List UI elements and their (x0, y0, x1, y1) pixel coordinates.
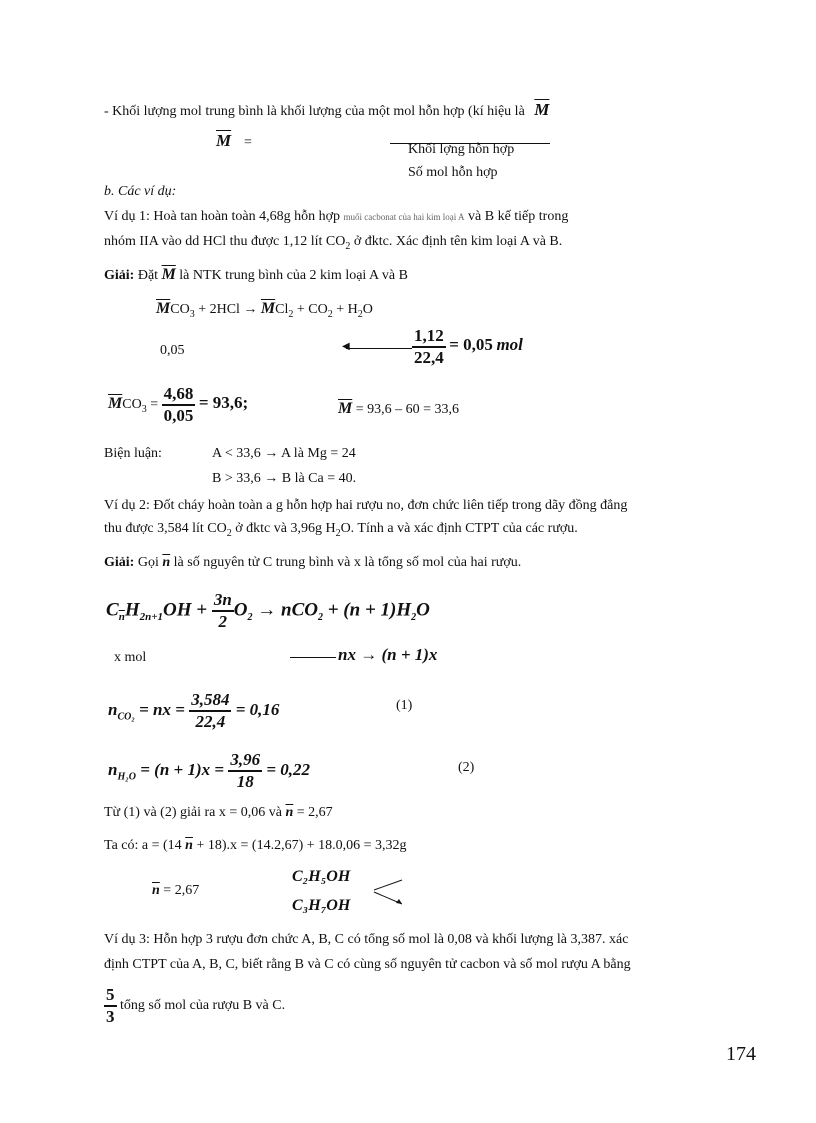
from-line: Từ (1) và (2) giải ra x = 0,06 và $\overline{n} = 2,67$ (104, 805, 333, 820)
intro-line: - Khối lượng mol trung bình là khối lượng của một mol hỗn hợp (kí hiệu là $\overline{M}$ (104, 100, 550, 119)
ex1-mco3: $\overline{M}CO_3$ = $\frac{4,68}{0,05}$ = 93,6; (108, 384, 249, 425)
eq1-tag: (1) (396, 698, 413, 713)
eq2: $n_{H_2O} = (n + 1)x$ = $\frac{3,96}{18}$ = 0,22 (108, 750, 310, 791)
bien-luan-2: B > 33,6 → B là Ca = 40. (212, 471, 357, 486)
m-bar-symbol: $\overline{M}$ (534, 100, 550, 119)
fraction-numerator: Khối lợng hỗn hợp (408, 142, 515, 157)
m-bar-symbol: $\overline{M}$ (216, 131, 232, 150)
ex1-reaction: $\overline{M}CO_3 + 2HCl \to \overline{M}Cl_2 + CO_2 + H_2O$ (156, 300, 373, 320)
ex2-line1: Ví dụ 2: Đốt cháy hoàn toàn a g hỗn hợp hai rượu no, đơn chức liên tiếp trong dãy đồng đẳng (104, 498, 628, 513)
eq1: $n_{CO_2}$ = nx = $\frac{3,584}{22,4}$ = 0,16 (108, 690, 280, 731)
arrow-left (346, 348, 412, 349)
eq2-tag: (2) (458, 760, 475, 775)
ex1-line1: Ví dụ 1: Hoà tan hoàn toàn 4,68g hỗn hợp muối cacbonat của hai kim loại A và B kế tiếp trong (104, 209, 569, 224)
ex3-line1: Ví dụ 3: Hỗn hợp 3 rượu đơn chức A, B, C có tổng số mol là 0,08 và khối lượng là 3,387. xác (104, 932, 629, 947)
mol-left: 0,05 (160, 343, 185, 358)
n-value: $\overline{n} = 2,67$ (152, 883, 200, 898)
page-number: 174 (726, 1043, 756, 1065)
arrow-line (290, 657, 336, 658)
bien-luan-1: A < 33,6 → A là Mg = 24 (212, 446, 356, 461)
ex1-solution: Giải: Đặt $\overline{M}$ là NTK trung bình của 2 kim loại A và B (104, 266, 408, 283)
ex3-line2: định CTPT của A, B, C, biết rằng B và C có cùng số nguyên tử cacbon và số mol rượu A bằng (104, 957, 631, 972)
ex1-fraction1: $\frac{1,12}{22,4}$ = 0,05 mol (414, 326, 523, 367)
ex1-line2: nhóm IIA vào dd HCl thu được 1,12 lít $CO_2$ ở đktc. Xác định tên kim loại A và B. (104, 234, 563, 252)
bien-luan-label: Biện luận: (104, 446, 162, 461)
ex2-solution: Giải: Gọi $\overline{n}$ là số nguyên tử C trung bình và x là tổng số mol của hai rượu. (104, 555, 522, 570)
ex1-m-value: $\overline{M} = 93,6 - 60 = 33,6$ (338, 400, 460, 417)
xmol-right: nx → (n + 1)x (338, 645, 438, 664)
arrow-head-icon: ◀ (342, 341, 350, 352)
branch-arrows-icon (372, 876, 406, 910)
fraction-denominator: Số mol hỗn hợp (408, 165, 498, 180)
section-heading: b. Các ví dụ: (104, 184, 177, 199)
ex2-line2: thu được 3,584 lít $CO_2$ ở đktc và 3,96g $H_2O$. Tính a và xác định CTPT của các rượu. (104, 521, 578, 539)
formula-c3: C₃H₇OH (292, 897, 351, 914)
taco-line: Ta có: a = (14 $\overline{n} + 18).x = (14.2,67) + 18.0,06 = 3,32g$ (104, 838, 407, 853)
formula-c2: C₂H₅OH (292, 868, 351, 885)
ex2-reaction: $C_{\overline{n}}H_{2n+1}OH$ + $\frac{3n}{2}$ $O_2 \to nCO_2 + (n + 1)H_2O$ (106, 590, 430, 631)
equals-sign: = (244, 135, 252, 150)
faded-text: muối cacbonat của hai kim loại A (343, 212, 465, 222)
x-mol: x mol (114, 650, 147, 665)
ex3-line3: $\frac{5}{3}$ tổng số mol của rượu B và C. (106, 985, 286, 1026)
